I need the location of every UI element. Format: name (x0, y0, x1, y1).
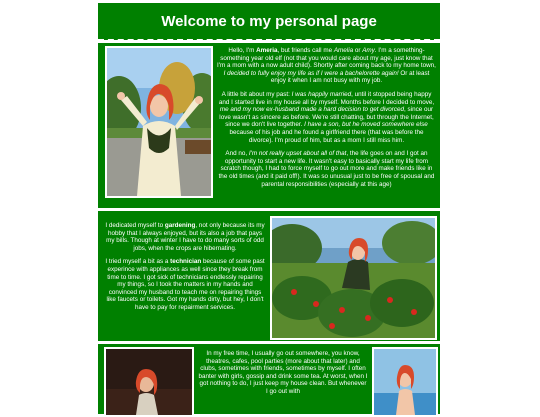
name-ameria: Ameria (256, 47, 278, 54)
emphasis: I'm not really upset about all of that (248, 150, 347, 158)
intro-paragraph-1 (217, 47, 436, 85)
page-title: Welcome to my personal page (161, 13, 377, 30)
intro-text (217, 47, 436, 194)
text: or (353, 47, 363, 54)
hobbies-text (104, 222, 266, 318)
name-amelia: Amelia (333, 47, 354, 54)
header-divider (98, 39, 440, 41)
text: Hello, I'm (228, 47, 257, 54)
name-amy: Amy (362, 47, 375, 54)
technician-paragraph (104, 258, 266, 311)
text: because of his job and he found a girlfriend there (that was before the divorce). I'm proud of him, but as a mom I still miss him. (229, 128, 424, 144)
text: , until it stopped being happy and I started live in my house all by myself. Months before I decided to move, (218, 90, 435, 106)
intro-panel (98, 43, 440, 208)
pool-photo (372, 347, 438, 417)
text: I dedicated myself to (105, 222, 165, 229)
text: , since our love wasn't as sincere as before. We're still chatting, but through the Internet, since we don't live together. (219, 106, 434, 129)
intro-paragraph-2 (217, 91, 436, 144)
text: And no, (225, 150, 249, 158)
hobbies-panel (98, 211, 440, 341)
gardening-photo (270, 216, 437, 340)
keyword-gardening: gardening (164, 222, 196, 229)
intro-paragraph-3 (217, 150, 436, 188)
emphasis: I have a son, but he moved somewhere else (304, 121, 428, 129)
emphasis: I decided to fully enjoy my life as if I were a bachelorette again! (223, 69, 399, 77)
text: A little bit about my past: (221, 90, 292, 98)
text: I tried myself a bit as a (105, 258, 171, 266)
emphasis: I was happily married (291, 90, 352, 98)
text: , the life goes on and I got an opportunity to start a new life. It wasn't easy to basically start my life from scratch though, I had to force myself to go out more and make friends like in the old times (and it paid off!). It was so unusual just to be free of spousal and parental responsibilities (especially at this age) (218, 150, 435, 188)
profile-photo (105, 46, 213, 198)
free-time-text (198, 350, 368, 402)
text: , but friends call me (277, 47, 334, 54)
text: , not only because its my hobby that I always enjoyed, but its also a job that pays my bills. Though at winter I have to do many sorts of odd jobs, when the crops are hibernating. (106, 222, 265, 252)
keyword-technician: technician (170, 258, 202, 266)
text: . I'm a something-something year old elf (not that you would care about my age, just know that I'm a mom with a now adult child). Shortly after coming back to my home town, (217, 47, 436, 70)
theatre-photo (104, 347, 194, 417)
free-time-panel (98, 344, 440, 414)
text: because of some past experince with appliances as well since they break from time to time. I got sick of technicians endlessly repairing my things, so I took the matters in my hands and convinced my husband to teach me on repairing things like faucets or toilets. Got my hands dirty, but hey, I don't have to pay for repairment services. (106, 258, 265, 311)
gardening-paragraph (104, 222, 266, 252)
free-time-paragraph: In my free time, I usually go out somewhere, you know, theatres, cafes, pool parties (more about that later) and clubs, sometimes with friends, sometimes by myself. I often banter with girls, gossip and drink some tea. At worst, when I got nothing to do, I just keep my house clean. But whenever I go out with (198, 350, 368, 395)
emphasis: me and my now ex-husband made a hard decision to get divorced (219, 106, 405, 114)
page-header (98, 3, 440, 40)
text: Or at least enjoy it when I am not busy with my job. (270, 69, 430, 85)
